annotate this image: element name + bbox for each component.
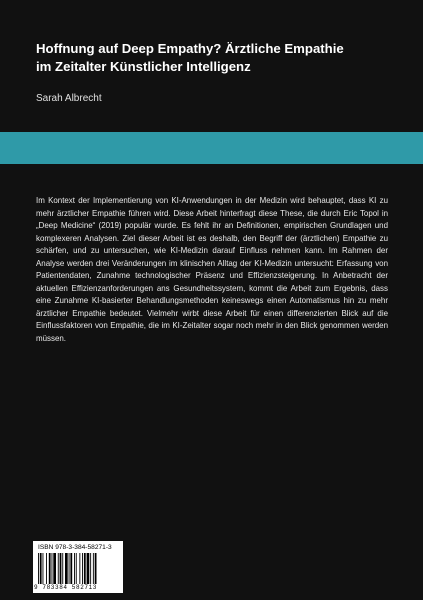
barcode-digits: 9 783384 582713 [34, 584, 98, 591]
back-cover-blurb: Im Kontext der Implementierung von KI-Anwendungen in der Medizin wird behauptet, dass KI zu mehr ärztlicher Empathie führen wird. Diese Arbeit hinterfragt diese These, die durch Eric Topol in „Deep Medicine“ (2019) populär wurde. Es fehlt ihr an Definitionen, empirischen Grundlagen und komplexeren Analysen. Ziel dieser Arbeit ist es deshalb, den Begriff der (ärztlichen) Empathie zu schärfen, und zu untersuchen, wie KI-Medizin darauf Einfluss nehmen kann. Im Rahmen der Analyse werden drei Veränderungen im klinischen Alltag der KI-Medizin untersucht: Erfassung von Patientendaten, Zunahme technologischer Präsenz und Effizienzsteigerung. In Anbetracht der aktuellen Effizienzanforderungen ans Gesundheitssystem, kommt die Arbeit zum Ergebnis, dass eine Zunahme KI-basierter Behandlungsmethoden keineswegs einen Automatismus hin zu mehr ärztlicher Empathie bedeutet. Vielmehr wirbt diese Arbeit für einen differenzierten Blick auf die Einflussfaktoren von Empathie, die im KI-Zeitalter sogar noch mehr in den Blick genommen werden müssen. [36, 196, 388, 343]
isbn-barcode-box [33, 541, 123, 593]
book-title-line-2: im Zeitalter Künstlicher Intelligenz [36, 59, 251, 74]
barcode-bar [53, 553, 56, 584]
barcode-bar [62, 553, 63, 584]
barcode-bar [95, 553, 97, 584]
barcode-bar [79, 553, 80, 584]
barcode-bar [40, 553, 42, 584]
barcode-bar [87, 553, 90, 584]
barcode-bar [65, 553, 68, 584]
barcode-bar [82, 553, 83, 584]
barcode-bar [69, 553, 70, 584]
teal-accent-band [0, 132, 423, 164]
barcode-bar [52, 553, 53, 584]
book-title-line-1: Hoffnung auf Deep Empathy? Ärztliche Empathie [36, 41, 344, 56]
author-name: Sarah Albrecht [36, 93, 102, 104]
barcode-bar [58, 553, 59, 584]
barcode-bar [43, 553, 44, 584]
barcode-bar [38, 553, 39, 584]
barcode-icon [37, 553, 119, 584]
barcode-bar [74, 553, 75, 584]
barcode-bar [84, 553, 86, 584]
barcode-bar [70, 553, 72, 584]
barcode-bar [46, 553, 47, 584]
barcode-bar [90, 553, 91, 584]
barcode-bar [93, 553, 94, 584]
barcode-bar [76, 553, 77, 584]
barcode-bar [49, 553, 51, 584]
barcode-bar [60, 553, 62, 584]
isbn-number: ISBN 978-3-384-58271-3 [38, 544, 112, 551]
book-title [36, 40, 396, 76]
